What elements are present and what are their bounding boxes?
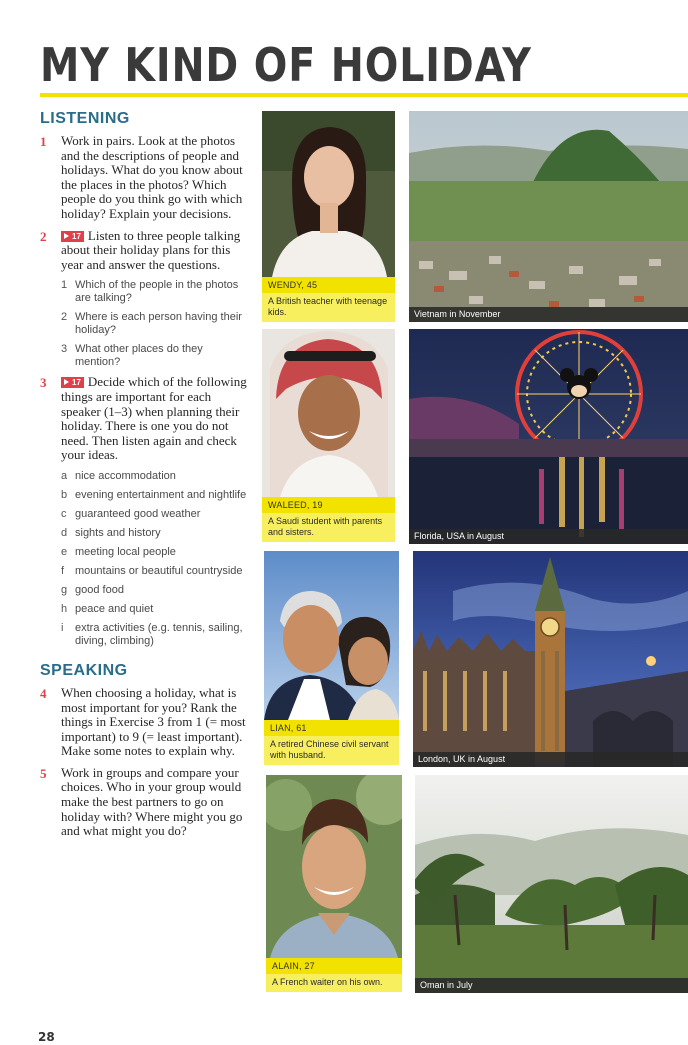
play-icon	[64, 233, 69, 239]
place-label: Oman in July	[415, 978, 688, 993]
exercise-2	[40, 229, 248, 273]
list-item: g good food	[61, 583, 124, 596]
person-photo-alain	[266, 775, 402, 958]
person-caption	[264, 720, 399, 765]
person-name: WENDY, 45	[262, 277, 395, 293]
person-caption	[262, 497, 395, 542]
list-item: e meeting local people	[61, 545, 176, 558]
track-number: 17	[72, 378, 81, 388]
exercise-text: Work in pairs. Look at the photos and the descriptions of people and holidays. What do you know about the places in the photos? Which people do you think go with which holiday? Explain your decisions.	[61, 133, 243, 221]
place-photo-florida	[409, 329, 688, 544]
person-caption	[262, 277, 395, 322]
person-name: WALEED, 19	[262, 497, 395, 513]
exercise-instruction: Listen to three people talking about their holiday plans for this year and answer the questions.	[61, 227, 241, 272]
listening-heading: LISTENING	[40, 110, 130, 127]
list-item: d sights and history	[61, 526, 161, 539]
list-item: i extra activities (e.g. tennis, sailing, diving, climbing)	[61, 621, 243, 647]
list-item: c guaranteed good weather	[61, 507, 201, 520]
portrait-image	[262, 111, 395, 277]
exercise-5	[40, 766, 248, 839]
place-photo-oman	[415, 775, 688, 993]
list-item: h peace and quiet	[61, 602, 154, 615]
person-photo-wendy	[262, 111, 395, 277]
list-item: b evening entertainment and nightlife	[61, 488, 247, 501]
portrait-image	[266, 775, 402, 958]
place-label: Florida, USA in August	[409, 529, 688, 544]
person-name: LIAN, 61	[264, 720, 399, 736]
list-item: 1 Which of the people in the photos are talking?	[61, 279, 239, 305]
landscape-image	[409, 329, 688, 544]
place-photo-vietnam	[409, 111, 688, 322]
title-underline	[40, 93, 688, 97]
place-label: London, UK in August	[413, 752, 688, 767]
audio-track-badge[interactable]	[61, 377, 84, 388]
page-title: MY KIND OF HOLIDAY	[40, 38, 532, 92]
audio-track-badge[interactable]	[61, 231, 84, 242]
exercise-text	[61, 229, 248, 273]
exercise-number: 5	[40, 765, 47, 781]
exercise-number: 1	[40, 134, 47, 149]
person-photo-waleed	[262, 329, 395, 497]
person-description: A French waiter on his own.	[266, 974, 402, 992]
person-photo-lian	[264, 551, 399, 720]
exercise-instruction: Decide which of the following things are important for each speaker (1–3) when planning their holiday. There is one you do not need. Then listen again and check your ideas.	[61, 374, 247, 463]
portrait-image	[262, 329, 395, 497]
person-description: A retired Chinese civil servant with husband.	[264, 736, 399, 765]
landscape-image	[413, 551, 688, 767]
exercise-text	[61, 375, 248, 463]
list-item: f mountains or beautiful countryside	[61, 564, 243, 577]
question-list	[61, 279, 248, 369]
person-description: A Saudi student with parents and sisters.	[262, 513, 395, 542]
person-caption	[266, 958, 402, 992]
exercise-text: Work in groups and compare your choices. Who in your group would make the best partners to go on holiday with? Where might you go and what might you do?	[61, 764, 243, 839]
exercise-3	[40, 375, 248, 463]
list-item: a nice accommodation	[61, 469, 176, 482]
place-label: Vietnam in November	[409, 307, 688, 322]
landscape-image	[409, 111, 688, 322]
page-number: 28	[38, 1030, 55, 1044]
exercise-number: 2	[40, 228, 47, 244]
exercise-1	[40, 134, 248, 222]
exercise-text: When choosing a holiday, what is most important for you? Rank the things in Exercise 3 from 1 (= most important) to 9 (= least important). Make some notes to explain why.	[61, 684, 246, 759]
option-list	[61, 470, 248, 648]
exercise-number: 4	[40, 685, 47, 701]
list-item: 3 What other places do they mention?	[61, 343, 203, 369]
list-item: 2 Where is each person having their holiday?	[61, 311, 242, 337]
play-icon	[64, 379, 69, 385]
person-description: A British teacher with teenage kids.	[262, 293, 395, 322]
landscape-image	[415, 775, 688, 993]
exercise-number: 3	[40, 375, 47, 391]
person-name: ALAIN, 27	[266, 958, 402, 974]
portrait-image	[264, 551, 399, 720]
place-photo-london	[413, 551, 688, 767]
speaking-heading: SPEAKING	[40, 661, 128, 679]
exercise-4	[40, 686, 248, 759]
track-number: 17	[72, 231, 81, 241]
exercise-column	[40, 110, 248, 846]
